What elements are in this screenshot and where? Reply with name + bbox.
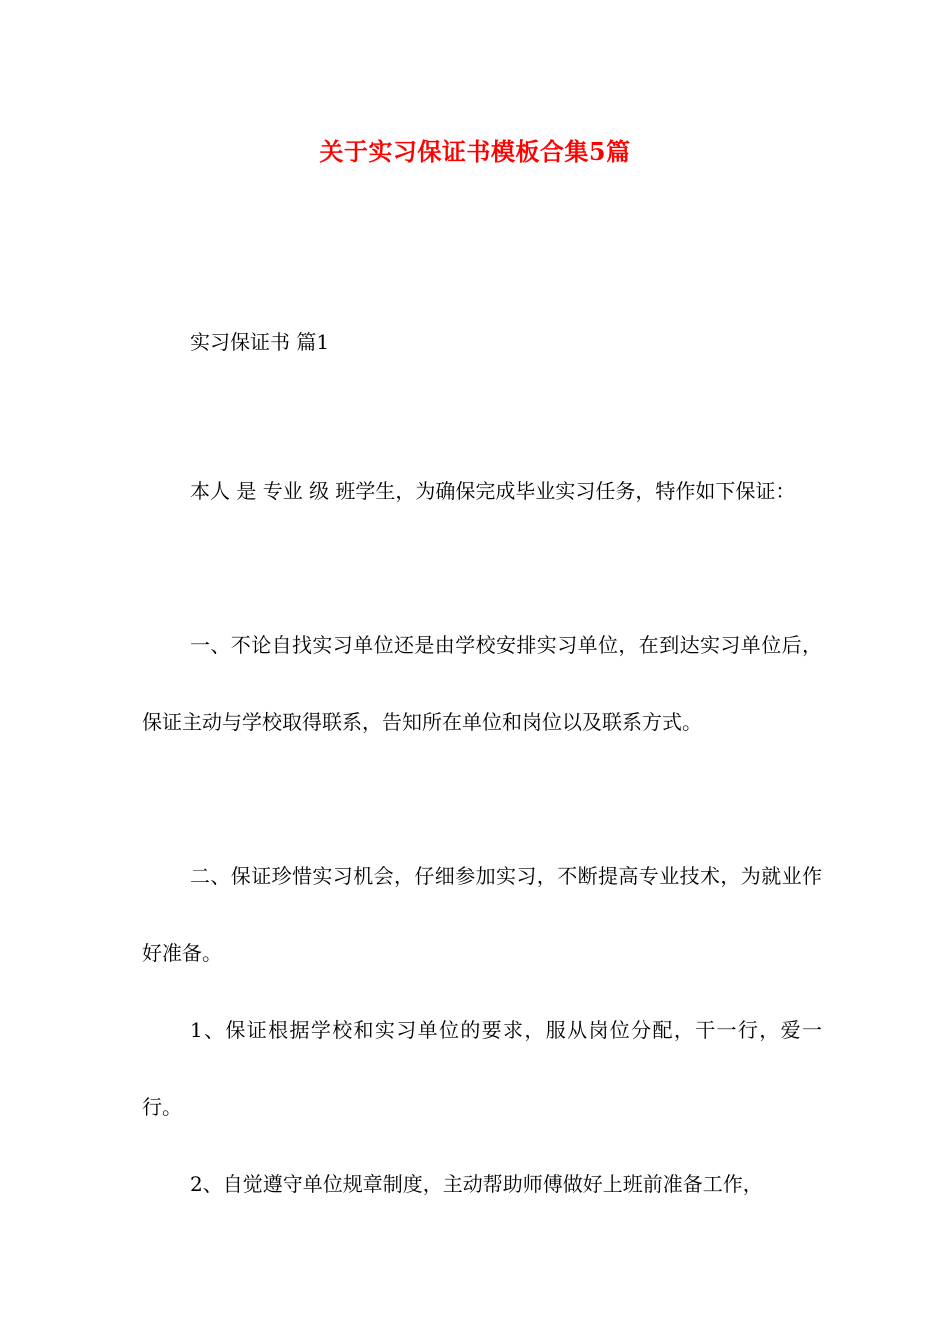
section-heading: 实习保证书 篇1	[190, 330, 330, 354]
document-title: 关于实习保证书模板合集5篇	[319, 137, 631, 166]
paragraph-item-two: 二、保证珍惜实习机会，仔细参加实习，不断提高专业技术，为就业作好准备。	[142, 864, 822, 965]
paragraph-subitem-2: 2、自觉遵守单位规章制度，主动帮助师傅做好上班前准备工作，	[190, 1172, 763, 1196]
paragraph-subitem-1: 1、保证根据学校和实习单位的要求，服从岗位分配，干一行，爱一行。	[142, 1018, 822, 1119]
paragraph-item-one: 一、不论自找实习单位还是由学校安排实习单位，在到达实习单位后，保证主动与学校取得联系，告知所在单位和岗位以及联系方式。	[142, 633, 822, 734]
paragraph-intro: 本人 是 专业 级 班学生，为确保完成毕业实习任务，特作如下保证：	[190, 479, 796, 503]
